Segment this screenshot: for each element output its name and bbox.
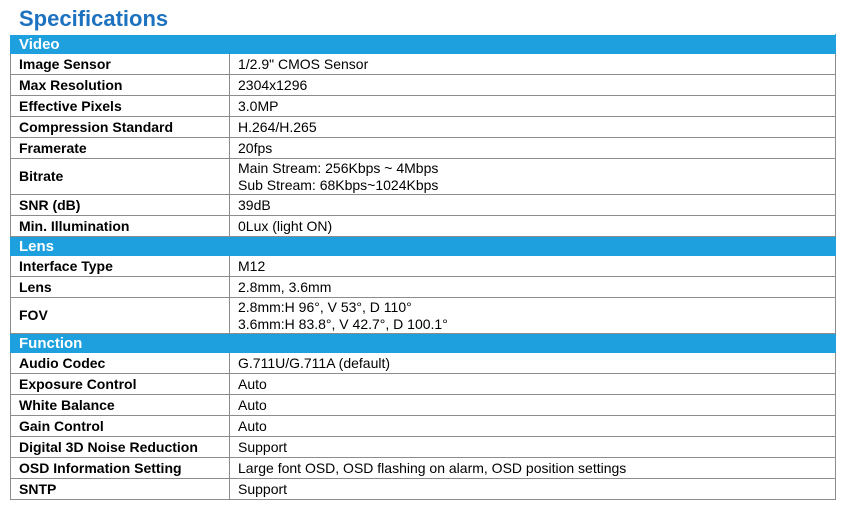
spec-value xyxy=(230,458,836,479)
spec-label: Framerate xyxy=(11,138,230,159)
spec-label: Lens xyxy=(11,277,230,298)
spec-value-line: 2304x1296 xyxy=(238,76,308,93)
spec-value xyxy=(230,75,836,96)
spec-value xyxy=(230,416,836,437)
table-row xyxy=(11,138,836,159)
spec-value-line: Auto xyxy=(238,417,267,434)
spec-value xyxy=(230,195,836,216)
spec-value xyxy=(230,96,836,117)
spec-value xyxy=(230,54,836,75)
section-header-function xyxy=(11,334,836,353)
section-header-lens xyxy=(11,237,836,256)
table-row xyxy=(11,458,836,479)
table-row xyxy=(11,195,836,216)
table-row xyxy=(11,277,836,298)
table-row xyxy=(11,159,836,195)
spec-value-line: 2.8mm:H 96°, V 53°, D 110° xyxy=(238,298,412,315)
spec-value xyxy=(230,117,836,138)
spec-value xyxy=(230,298,836,334)
specifications-table-body xyxy=(11,35,836,500)
spec-value xyxy=(230,159,836,195)
spec-value-line: 3.6mm:H 83.8°, V 42.7°, D 100.1° xyxy=(238,315,448,332)
spec-value-line: 39dB xyxy=(238,196,271,213)
spec-label: White Balance xyxy=(11,395,230,416)
spec-value xyxy=(230,216,836,237)
spec-value-line: 2.8mm, 3.6mm xyxy=(238,278,332,295)
table-row xyxy=(11,298,836,334)
spec-label: Audio Codec xyxy=(11,353,230,374)
spec-value xyxy=(230,353,836,374)
spec-label: Bitrate xyxy=(11,159,230,195)
table-row xyxy=(11,353,836,374)
spec-value xyxy=(230,138,836,159)
spec-value-line: 1/2.9" CMOS Sensor xyxy=(238,55,369,72)
section-title: Function xyxy=(11,334,836,353)
spec-label: Gain Control xyxy=(11,416,230,437)
spec-label: Min. Illumination xyxy=(11,216,230,237)
spec-value xyxy=(230,277,836,298)
spec-value-line: Main Stream: 256Kbps ~ 4Mbps xyxy=(238,159,439,176)
spec-value-line: M12 xyxy=(238,257,266,274)
spec-value-line: G.711U/G.711A (default) xyxy=(238,354,391,371)
spec-label: SNTP xyxy=(11,479,230,500)
table-row xyxy=(11,54,836,75)
table-row xyxy=(11,374,836,395)
section-header-video xyxy=(11,35,836,54)
spec-label: Image Sensor xyxy=(11,54,230,75)
table-row xyxy=(11,479,836,500)
spec-label: FOV xyxy=(11,298,230,334)
table-row xyxy=(11,437,836,458)
spec-value-line: Auto xyxy=(238,375,267,392)
table-row xyxy=(11,96,836,117)
spec-label: Compression Standard xyxy=(11,117,230,138)
spec-value xyxy=(230,374,836,395)
spec-label: OSD Information Setting xyxy=(11,458,230,479)
spec-value-line: Sub Stream: 68Kbps~1024Kbps xyxy=(238,176,439,193)
spec-value-line: 20fps xyxy=(238,139,273,156)
table-row xyxy=(11,256,836,277)
spec-value xyxy=(230,479,836,500)
spec-value-line: Support xyxy=(238,438,288,455)
spec-value xyxy=(230,395,836,416)
spec-label: Interface Type xyxy=(11,256,230,277)
spec-label: SNR (dB) xyxy=(11,195,230,216)
spec-value xyxy=(230,256,836,277)
spec-value-line: 3.0MP xyxy=(238,97,279,114)
spec-value-line: H.264/H.265 xyxy=(238,118,317,135)
page-title: Specifications xyxy=(19,6,169,31)
spec-label: Exposure Control xyxy=(11,374,230,395)
table-row xyxy=(11,416,836,437)
specifications-table xyxy=(10,34,836,500)
section-title: Video xyxy=(11,35,836,54)
spec-value-line: Large font OSD, OSD flashing on alarm, OSD position settings xyxy=(238,459,627,476)
table-row xyxy=(11,216,836,237)
spec-value-line: 0Lux (light ON) xyxy=(238,217,333,234)
spec-label: Digital 3D Noise Reduction xyxy=(11,437,230,458)
spec-label: Max Resolution xyxy=(11,75,230,96)
section-title: Lens xyxy=(11,237,836,256)
spec-value-line: Support xyxy=(238,480,288,497)
table-row xyxy=(11,117,836,138)
spec-value xyxy=(230,437,836,458)
spec-label: Effective Pixels xyxy=(11,96,230,117)
spec-value-line: Auto xyxy=(238,396,267,413)
table-row xyxy=(11,75,836,96)
table-row xyxy=(11,395,836,416)
